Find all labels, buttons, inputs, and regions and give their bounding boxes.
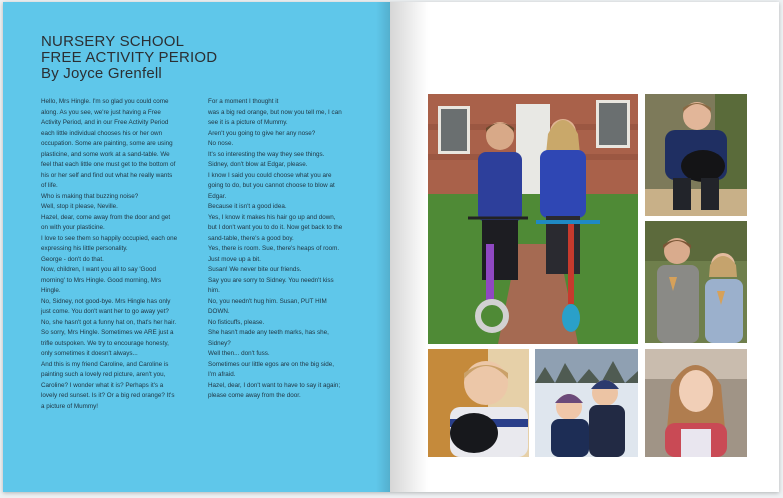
poem-line: see it is a picture of Mummy.	[208, 119, 288, 126]
title-line-1: NURSERY SCHOOL	[41, 33, 185, 50]
poem-line: Sidney?	[208, 339, 231, 347]
photo-children-snow-hats	[535, 349, 638, 457]
poem-line: of life.	[41, 182, 58, 189]
photo-boy-with-dog	[645, 94, 747, 216]
poem-line: Caroline? I wonder what it is? Perhaps it's a	[41, 381, 164, 389]
photo-children-snow-hats-image	[535, 349, 638, 457]
poem-line: only sometimes it doesn't always...	[41, 350, 138, 357]
poem-line: I love to see them so happily occupied, each one	[41, 234, 178, 242]
poem-line: DOWN.	[208, 308, 230, 315]
poem-line: Hazel, dear, I don't want to have to say it again;	[208, 381, 341, 389]
photo-girl-portrait-image	[645, 349, 747, 457]
poem-line: Sidney, don't blow at Edgar, please.	[208, 161, 308, 168]
poem-column-2	[208, 97, 360, 402]
poem-line: No, you needn't hug him. Susan, PUT HIM	[208, 297, 327, 305]
poem-line: occupation. Some are painting, some are using	[41, 140, 173, 147]
poem-line: going to do, but you cannot choose to blow at	[208, 182, 335, 189]
poem-line: Sometimes our little egos are on the big side,	[208, 360, 335, 368]
poem-line: painting such a lovely red picture, aren't you,	[41, 371, 166, 378]
poem-line: I'm afraid.	[208, 371, 236, 378]
photo-children-ice-cream-image	[645, 221, 747, 343]
poem-line: lovely red sunset. Is it? Or a big red orange? It's	[41, 392, 175, 399]
poem-line: Hingle.	[41, 287, 61, 294]
poem-line: Well, stop it please, Neville.	[41, 203, 118, 210]
poem-line: sand-table, there's a good boy.	[208, 234, 294, 242]
spine-shadow-left	[376, 2, 390, 492]
poem-line: I know I said you could choose what you are	[208, 171, 332, 179]
poem-line: on with your plasticine.	[41, 224, 105, 231]
right-page	[390, 2, 779, 492]
photo-book-spread	[3, 2, 779, 492]
photo-boy-with-dog-image	[645, 94, 747, 216]
poem-line: along. As you see, we're just having a Free	[41, 108, 161, 116]
poem-line: For a moment I thought it	[208, 98, 279, 105]
poem-line: was a big red orange, but now you tell me, I can	[208, 108, 342, 116]
poem-line: plasticine, and some work at a sand-table. We	[41, 150, 170, 158]
poem-line: Susan! We never bite our friends.	[208, 266, 302, 273]
poem-line: Yes, I know it makes his hair go up and down,	[208, 213, 336, 221]
poem-line: Now, children, I want you all to say 'Good	[41, 266, 156, 273]
poem-line: just come. You don't want her to go away yet?	[41, 308, 169, 315]
title-line-3: By Joyce Grenfell	[41, 65, 162, 82]
poem-line: Aren't you going to give her any nose?	[208, 129, 316, 137]
poem-line: him.	[208, 287, 220, 294]
poem-line: Edgar.	[208, 192, 227, 200]
poem-line: his or her self and find out what he really wants	[41, 171, 173, 179]
poem-line: It's so interesting the way they see things.	[208, 150, 325, 158]
photo-children-on-bikes	[428, 94, 638, 344]
poem-line: a picture of Mummy!	[41, 402, 99, 410]
poem-line: Well then... don't fuss.	[208, 350, 270, 357]
poem-line: Yes, there is room. Sue, there's heaps of room.	[208, 245, 340, 252]
photo-children-ice-cream	[645, 221, 747, 343]
photo-girl-portrait	[645, 349, 747, 457]
poem-line: So sorry, Mrs Hingle. Sometimes we ARE just a	[41, 329, 174, 336]
photo-children-on-bikes-image	[428, 94, 638, 344]
poem-line: feel that each little one must get to the bottom of	[41, 161, 176, 168]
poem-title	[41, 34, 361, 82]
poem-line: expressing his little personality.	[41, 245, 128, 252]
poem-line: She hasn't made any teeth marks, has she,	[208, 329, 329, 336]
poem-line: Because it isn't a good idea.	[208, 203, 287, 210]
poem-line: No nose.	[208, 140, 234, 147]
poem-line: Who is making that buzzing noise?	[41, 192, 139, 200]
spine-shadow-right	[390, 2, 428, 492]
poem-line: Hazel, dear, come away from the door and get	[41, 213, 171, 221]
left-page	[3, 2, 390, 492]
poem-line: No, she hasn't got a funny hat on, that's her hair.	[41, 318, 177, 326]
poem-line: morning' to Mrs Hingle. Good morning, Mrs	[41, 276, 162, 284]
poem-line: please come away from the door.	[208, 392, 301, 399]
poem-line: but I don't want you to do it. Now get back to the	[208, 224, 343, 231]
photo-boy-with-puppy-image	[428, 349, 529, 457]
poem-line: Say you are sorry to Sidney. You needn't kiss	[208, 276, 334, 284]
poem-line: Hello, Mrs Hingle. I'm so glad you could come	[41, 98, 169, 105]
poem-column-1	[41, 97, 193, 412]
title-line-2: FREE ACTIVITY PERIOD	[41, 49, 218, 66]
poem-line: Activity Period, and in our Free Activity Period	[41, 119, 169, 126]
poem-line: And this is my friend Caroline, and Caroline is	[41, 360, 169, 368]
poem-line: George - don't do that.	[41, 255, 104, 263]
poem-line: No fisticuffs, please.	[208, 318, 265, 326]
poem-line: No, Sidney, not good-bye. Mrs Hingle has only	[41, 297, 171, 305]
poem-line: each little individual chooses his or her own	[41, 129, 163, 137]
poem-line: trifle outspoken. We try to encourage honesty,	[41, 339, 169, 347]
poem-line: Just move up a bit.	[208, 255, 261, 263]
photo-boy-with-puppy	[428, 349, 529, 457]
